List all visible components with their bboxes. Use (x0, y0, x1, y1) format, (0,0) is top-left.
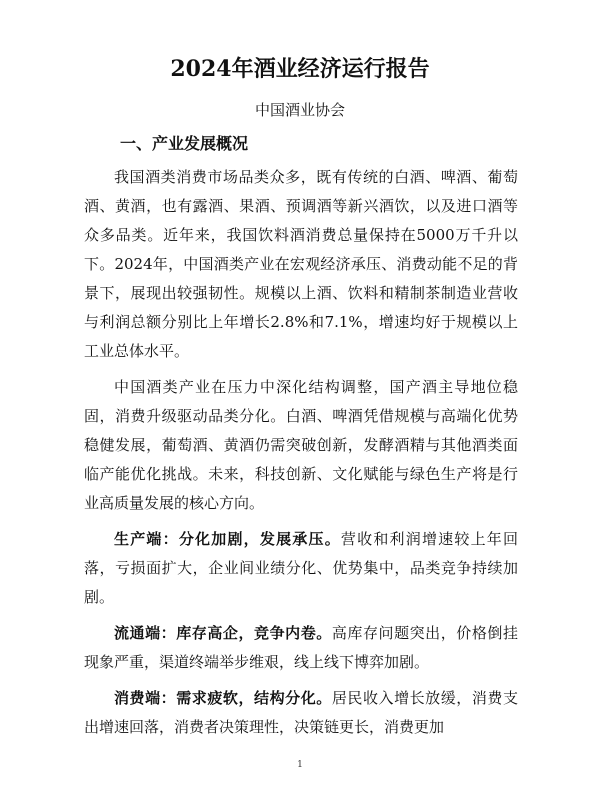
point-lead: 生产端：分化加剧，发展承压。 (114, 530, 341, 548)
body-paragraph: 我国酒类消费市场品类众多，既有传统的白酒、啤酒、葡萄酒、黄酒，也有露酒、果酒、预调酒等新兴酒饮，以及进口酒等众多品类。近年来，我国饮料酒消费总量保持在5000万千升以下。2024年，中国酒类产业在宏观经济承压、消费动能不足的背景下，展现出较强韧性。规模以上酒、饮料和精制茶制造业营收与利润总额分别比上年增长2.8%和7.1%，增速均好于规模以上工业总体水平。 (84, 168, 518, 360)
body-paragraph: 中国酒类产业在压力中深化结构调整，国产酒主导地位稳固，消费升级驱动品类分化。白酒、啤酒凭借规模与高端化优势稳健发展，葡萄酒、黄酒仍需突破创新，发酵酒精与其他酒类面临产能优化挑战。未来，科技创新、文化赋能与绿色生产将是行业高质量发展的核心方向。 (84, 378, 518, 512)
point-text: 营收和利润增速较上年回落，亏损面扩大，企业间业绩分化、优势集中，品类竞争持续加剧。 (84, 530, 518, 606)
point-paragraph-circulation (84, 619, 518, 677)
document-author: 中国酒业协会 (254, 101, 345, 119)
point-text: 高库存问题突出，价格倒挂现象严重，渠道终端举步维艰，线上线下博弈加剧。 (84, 624, 518, 671)
point-paragraph-consumption (84, 684, 518, 742)
point-paragraph-production (84, 525, 518, 612)
point-lead: 消费端：需求疲软，结构分化。 (114, 689, 332, 707)
point-text: 居民收入增长放缓，消费支出增速回落，消费者决策理性，决策链更长，消费更加 (84, 689, 518, 736)
point-lead: 流通端：库存高企，竞争内卷。 (114, 624, 332, 642)
page-number: 1 (297, 760, 303, 770)
document-title: 2024年酒业经济运行报告 (170, 56, 430, 82)
section-heading: 一、产业发展概况 (120, 134, 249, 153)
document-body (84, 163, 518, 749)
